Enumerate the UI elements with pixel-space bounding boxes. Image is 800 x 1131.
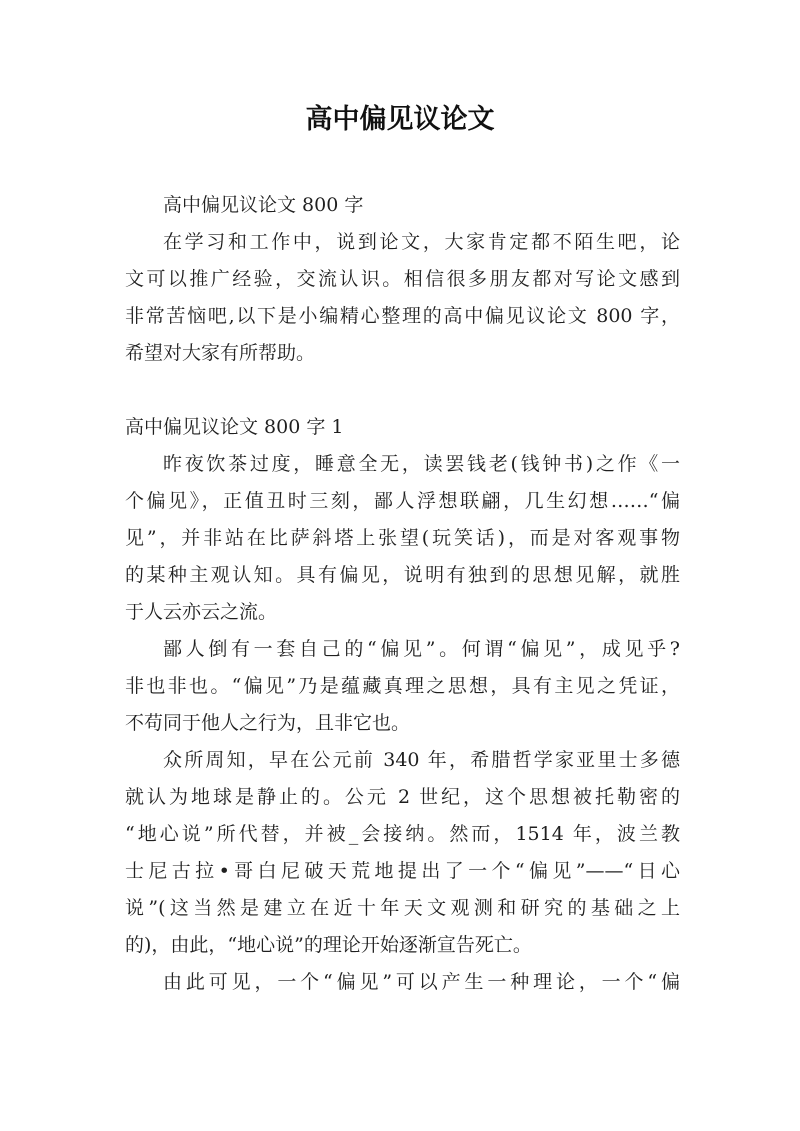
- body-paragraph-line: 就认为地球是静止的。公元 2 世纪，这个思想被托勒密的: [125, 786, 680, 808]
- section-heading: 高中偏见议论文 800 字 1: [125, 416, 344, 438]
- body-paragraph-line: 个偏见》，正值丑时三刻，鄙人浮想联翩，几生幻想……“偏: [125, 490, 680, 512]
- body-paragraph-line: “地心说”所代替，并被_会接纳。然而，1514 年，波兰教: [125, 823, 680, 845]
- intro-paragraph-line: 希望对大家有所帮助。: [125, 342, 316, 364]
- document-title: 高中偏见议论文: [305, 104, 495, 135]
- body-paragraph-line: 鄙人倒有一套自己的“偏见”。何谓“偏见”，成见乎?: [163, 638, 680, 660]
- intro-paragraph-line: 非常苦恼吧,以下是小编精心整理的高中偏见议论文 800 字，: [125, 305, 680, 327]
- body-paragraph-line: 由此可见，一个“偏见”可以产生一种理论，一个“偏: [163, 971, 680, 993]
- intro-subtitle: 高中偏见议论文 800 字: [163, 194, 364, 216]
- body-paragraph-line: 见”，并非站在比萨斜塔上张望(玩笑话)，而是对客观事物: [125, 527, 680, 549]
- body-paragraph-line: 昨夜饮茶过度，睡意全无，读罢钱老(钱钟书)之作《一: [163, 453, 680, 475]
- intro-paragraph-line: 文可以推广经验，交流认识。相信很多朋友都对写论文感到: [125, 268, 680, 290]
- body-paragraph-line: 说”(这当然是建立在近十年天文观测和研究的基础之上: [125, 897, 680, 919]
- intro-paragraph-line: 在学习和工作中，说到论文，大家肯定都不陌生吧，论: [163, 231, 680, 253]
- body-paragraph-line: 于人云亦云之流。: [125, 601, 278, 623]
- body-paragraph-line: 的某种主观认知。具有偏见，说明有独到的思想见解，就胜: [125, 564, 680, 586]
- body-paragraph-line: 不苟同于他人之行为，且非它也。: [125, 712, 411, 734]
- body-paragraph-line: 的)，由此，“地心说”的理论开始逐渐宣告死亡。: [125, 934, 532, 956]
- body-paragraph-line: 士尼古拉•哥白尼破天荒地提出了一个“偏见”——“日心: [125, 860, 680, 882]
- body-paragraph-line: 众所周知，早在公元前 340 年，希腊哲学家亚里士多德: [163, 749, 680, 771]
- body-paragraph-line: 非也非也。“偏见”乃是蕴藏真理之思想，具有主见之凭证，: [125, 675, 680, 697]
